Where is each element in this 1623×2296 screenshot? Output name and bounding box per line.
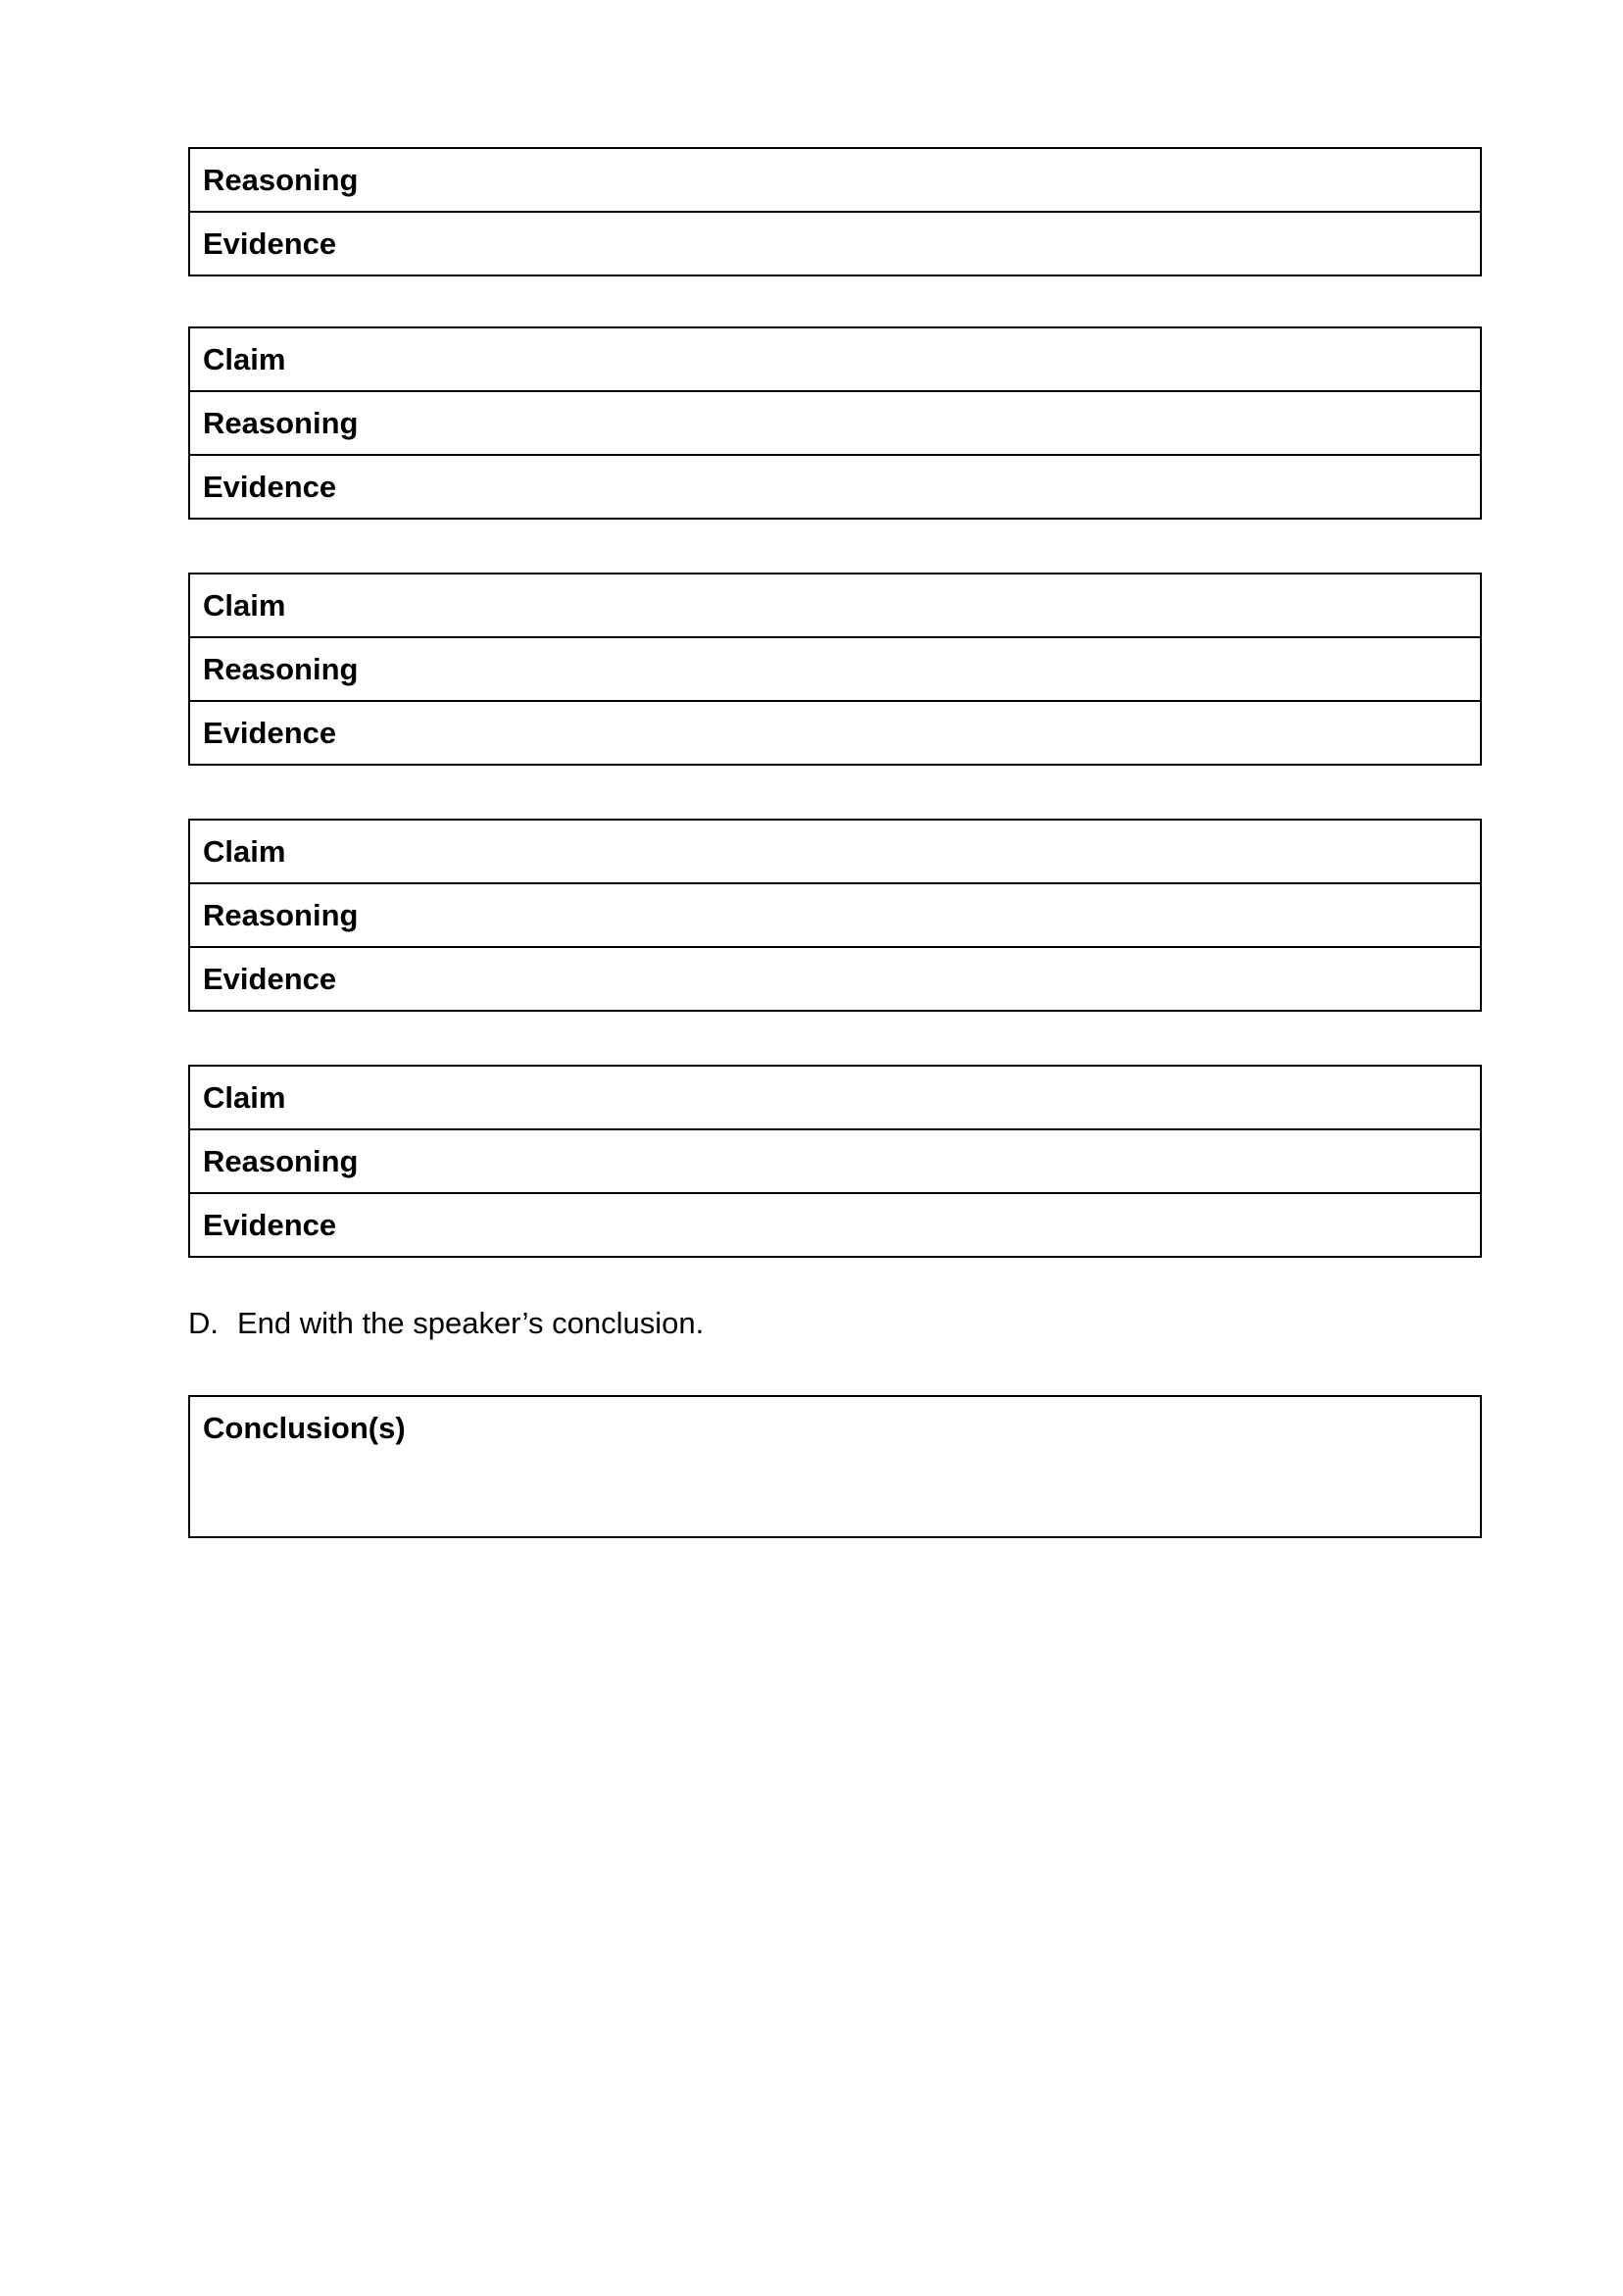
row-label: Claim bbox=[203, 587, 286, 623]
row-label: Reasoning bbox=[203, 651, 359, 686]
reasoning-cell[interactable] bbox=[189, 637, 1481, 701]
claim-cell[interactable] bbox=[189, 574, 1481, 637]
claim-cell[interactable] bbox=[189, 327, 1481, 391]
reasoning-row bbox=[189, 883, 1481, 947]
evidence-row bbox=[189, 212, 1481, 275]
row-label: Evidence bbox=[203, 469, 337, 504]
reasoning-cell[interactable] bbox=[189, 883, 1481, 947]
row-label: Claim bbox=[203, 833, 286, 869]
crp-block-4 bbox=[188, 819, 1482, 1012]
evidence-row bbox=[189, 455, 1481, 519]
reasoning-cell[interactable] bbox=[189, 391, 1481, 455]
evidence-cell[interactable] bbox=[189, 212, 1481, 275]
claim-row bbox=[189, 327, 1481, 391]
reasoning-row bbox=[189, 637, 1481, 701]
evidence-row bbox=[189, 947, 1481, 1011]
reasoning-row bbox=[189, 391, 1481, 455]
claim-row bbox=[189, 820, 1481, 883]
reasoning-row bbox=[189, 1129, 1481, 1193]
row-label: Reasoning bbox=[203, 162, 359, 197]
step-marker: D. bbox=[188, 1306, 219, 1340]
crp-block-5 bbox=[188, 1065, 1482, 1258]
row-label: Evidence bbox=[203, 715, 337, 750]
crp-block-2 bbox=[188, 326, 1482, 520]
conclusion-label: Conclusion(s) bbox=[203, 1411, 406, 1445]
conclusion-box bbox=[188, 1395, 1482, 1538]
evidence-row bbox=[189, 701, 1481, 765]
row-label: Reasoning bbox=[203, 1143, 359, 1178]
row-label: Evidence bbox=[203, 1207, 337, 1242]
claim-cell[interactable] bbox=[189, 1066, 1481, 1129]
reasoning-cell[interactable] bbox=[189, 1129, 1481, 1193]
claim-row bbox=[189, 574, 1481, 637]
claim-row bbox=[189, 1066, 1481, 1129]
crp-block-3 bbox=[188, 573, 1482, 766]
evidence-cell[interactable] bbox=[189, 701, 1481, 765]
step-d-instruction bbox=[188, 1304, 704, 1343]
reasoning-row bbox=[189, 148, 1481, 212]
claim-cell[interactable] bbox=[189, 820, 1481, 883]
crp-block-1 bbox=[188, 147, 1482, 276]
row-label: Evidence bbox=[203, 961, 337, 996]
row-label: Reasoning bbox=[203, 405, 359, 440]
evidence-row bbox=[189, 1193, 1481, 1257]
evidence-cell[interactable] bbox=[189, 1193, 1481, 1257]
conclusion-cell[interactable] bbox=[189, 1396, 1481, 1537]
evidence-cell[interactable] bbox=[189, 947, 1481, 1011]
row-label: Evidence bbox=[203, 225, 337, 261]
conclusion-row bbox=[189, 1396, 1481, 1537]
evidence-cell[interactable] bbox=[189, 455, 1481, 519]
step-text: End with the speaker’s conclusion. bbox=[237, 1306, 705, 1340]
row-label: Claim bbox=[203, 1079, 286, 1115]
row-label: Claim bbox=[203, 341, 286, 376]
row-label: Reasoning bbox=[203, 897, 359, 932]
reasoning-cell[interactable] bbox=[189, 148, 1481, 212]
